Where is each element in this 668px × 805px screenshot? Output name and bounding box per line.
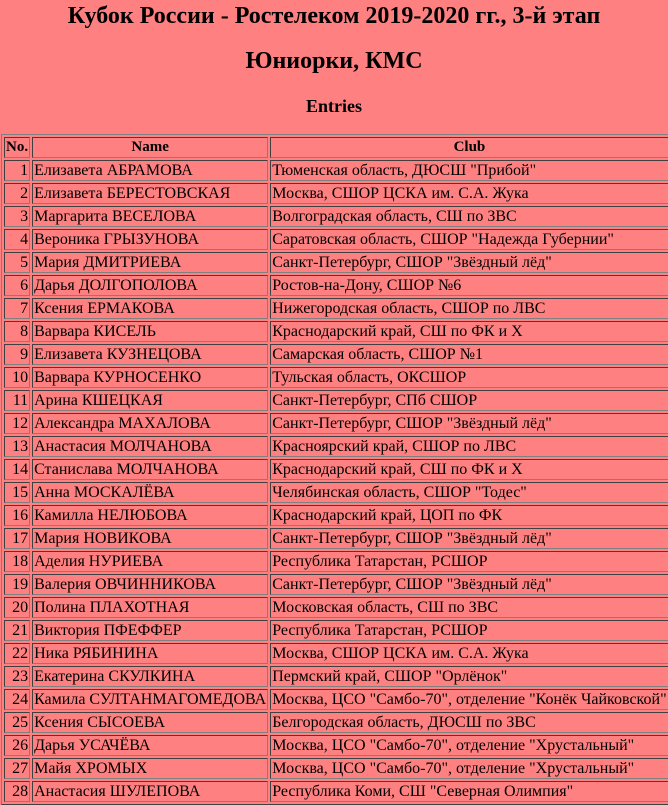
table-row xyxy=(4,551,668,572)
athlete-club: Ростов-на-Дону, СШОР №6 xyxy=(270,275,668,296)
athlete-club: Саратовская область, СШОР "Надежда Губернии" xyxy=(270,229,668,250)
athlete-name: Ника РЯБИНИНА xyxy=(32,643,268,664)
athlete-name: Валерия ОВЧИННИКОВА xyxy=(32,574,268,595)
entry-number: 13 xyxy=(4,436,30,457)
athlete-name: Екатерина СКУЛКИНА xyxy=(32,666,268,687)
athlete-name: Арина КШЕЦКАЯ xyxy=(32,390,268,411)
event-title: Кубок России - Ростелеком 2019-2020 гг., 3-й этап xyxy=(67,3,601,29)
athlete-club: Самарская область, СШОР №1 xyxy=(270,344,668,365)
table-row xyxy=(4,459,668,480)
athlete-club: Республика Татарстан, РСШОР xyxy=(270,620,668,641)
athlete-club: Санкт-Петербург, СШОР "Звёздный лёд" xyxy=(270,252,668,273)
athlete-club: Санкт-Петербург, СШОР "Звёздный лёд" xyxy=(270,574,668,595)
column-header-club: Club xyxy=(270,137,668,158)
entry-number: 11 xyxy=(4,390,30,411)
athlete-name: Дарья ДОЛГОПОЛОВА xyxy=(32,275,268,296)
table-row xyxy=(4,206,668,227)
table-row xyxy=(4,666,668,687)
athlete-club: Санкт-Петербург, СПб СШОР xyxy=(270,390,668,411)
entry-number: 28 xyxy=(4,781,30,802)
athlete-club: Москва, ЦСО "Самбо-70", отделение "Хрустальный" xyxy=(270,758,668,779)
athlete-name: Ксения ЕРМАКОВА xyxy=(32,298,268,319)
table-row xyxy=(4,781,668,802)
entry-number: 25 xyxy=(4,712,30,733)
athlete-club: Белгородская область, ДЮСШ по ЗВС xyxy=(270,712,668,733)
entry-number: 22 xyxy=(4,643,30,664)
table-header-row xyxy=(4,137,668,158)
athlete-club: Республика Коми, СШ "Северная Олимпия" xyxy=(270,781,668,802)
athlete-club: Пермский край, СШОР "Орлёнок" xyxy=(270,666,668,687)
entry-number: 26 xyxy=(4,735,30,756)
athlete-name: Александра МАХАЛОВА xyxy=(32,413,268,434)
table-row xyxy=(4,275,668,296)
athlete-club: Нижегородская область, СШОР по ЛВС xyxy=(270,298,668,319)
athlete-name: Маргарита ВЕСЕЛОВА xyxy=(32,206,268,227)
table-row xyxy=(4,574,668,595)
athlete-name: Камила СУЛТАНМАГОМЕДОВА xyxy=(34,691,267,708)
table-row xyxy=(4,620,668,641)
athlete-club: Москва, ЦСО "Самбо-70", отделение "Конёк Чайковской" xyxy=(272,691,667,708)
table-row xyxy=(4,436,668,457)
entries-body xyxy=(4,160,668,802)
entry-number: 20 xyxy=(4,597,30,618)
table-row xyxy=(4,367,668,388)
section-title: Entries xyxy=(306,96,362,116)
entry-number: 8 xyxy=(4,321,30,342)
column-header-name: Name xyxy=(32,137,268,158)
athlete-club: Московская область, СШ по ЗВС xyxy=(270,597,668,618)
table-row xyxy=(4,712,668,733)
table-row xyxy=(4,505,668,526)
athlete-name: Елизавета КУЗНЕЦОВА xyxy=(32,344,268,365)
athlete-club: Красноярский край, СШОР по ЛВС xyxy=(270,436,668,457)
athlete-name: Мария НОВИКОВА xyxy=(32,528,268,549)
table-row xyxy=(4,528,668,549)
table-row xyxy=(4,321,668,342)
athlete-name: Дарья УСАЧЁВА xyxy=(32,735,268,756)
athlete-name: Полина ПЛАХОТНАЯ xyxy=(32,597,268,618)
athlete-name: Камилла НЕЛЮБОВА xyxy=(32,505,268,526)
column-header-no: No. xyxy=(4,137,30,158)
athlete-club: Москва, СШОР ЦСКА им. С.А. Жука xyxy=(270,183,668,204)
entry-number: 2 xyxy=(4,183,30,204)
athlete-name: Варвара КУРНОСЕНКО xyxy=(32,367,268,388)
entry-number: 27 xyxy=(4,758,30,779)
athlete-name: Виктория ПФЕФФЕР xyxy=(32,620,268,641)
entry-number: 6 xyxy=(4,275,30,296)
athlete-club: Краснодарский край, СШ по ФК и Х xyxy=(270,321,668,342)
entry-number: 23 xyxy=(4,666,30,687)
athlete-club: Челябинская область, СШОР "Тодес" xyxy=(270,482,668,503)
athlete-name: Майя ХРОМЫХ xyxy=(32,758,268,779)
athlete-name: Станислава МОЛЧАНОВА xyxy=(32,459,268,480)
athlete-club: Санкт-Петербург, СШОР "Звёздный лёд" xyxy=(270,413,668,434)
athlete-club: Тульская область, ОКСШОР xyxy=(270,367,668,388)
athlete-club: Волгоградская область, СШ по ЗВС xyxy=(270,206,668,227)
entry-number: 12 xyxy=(4,413,30,434)
athlete-name: Мария ДМИТРИЕВА xyxy=(32,252,268,273)
entry-number: 9 xyxy=(4,344,30,365)
table-row xyxy=(4,344,668,365)
athlete-name: Анастасия МОЛЧАНОВА xyxy=(32,436,268,457)
entry-number: 16 xyxy=(4,505,30,526)
entry-number: 18 xyxy=(4,551,30,572)
athlete-name: Елизавета БЕРЕСТОВСКАЯ xyxy=(32,183,268,204)
table-row xyxy=(4,229,668,250)
table-row xyxy=(4,160,668,181)
entry-number: 5 xyxy=(4,252,30,273)
athlete-name: Ксения СЫСОЕВА xyxy=(32,712,268,733)
table-row xyxy=(4,252,668,273)
athlete-name: Вероника ГРЫЗУНОВА xyxy=(32,229,268,250)
table-row xyxy=(4,643,668,664)
entry-number: 3 xyxy=(4,206,30,227)
athlete-name: Елизавета АБРАМОВА xyxy=(32,160,268,181)
entries-table xyxy=(1,134,668,805)
entry-number: 17 xyxy=(4,528,30,549)
table-row xyxy=(4,689,668,710)
table-row xyxy=(4,390,668,411)
category-title: Юниорки, КМС xyxy=(245,48,423,74)
entry-number: 15 xyxy=(4,482,30,503)
athlete-club: Москва, ЦСО "Самбо-70", отделение "Хрустальный" xyxy=(270,735,668,756)
entry-number: 21 xyxy=(4,620,30,641)
athlete-club: Тюменская область, ДЮСШ "Прибой" xyxy=(270,160,668,181)
athlete-club: Краснодарский край, СШ по ФК и Х xyxy=(270,459,668,480)
table-row xyxy=(4,758,668,779)
entry-number: 10 xyxy=(4,367,30,388)
table-row xyxy=(4,183,668,204)
entry-number: 4 xyxy=(4,229,30,250)
table-row xyxy=(4,597,668,618)
athlete-club: Москва, СШОР ЦСКА им. С.А. Жука xyxy=(270,643,668,664)
table-row xyxy=(4,298,668,319)
entry-number: 19 xyxy=(4,574,30,595)
athlete-club: Санкт-Петербург, СШОР "Звёздный лёд" xyxy=(270,528,668,549)
athlete-name: Варвара КИСЕЛЬ xyxy=(32,321,268,342)
entry-number: 24 xyxy=(4,689,30,710)
athlete-club: Краснодарский край, ЦОП по ФК xyxy=(270,505,668,526)
table-row xyxy=(4,482,668,503)
table-row xyxy=(4,413,668,434)
athlete-club: Республика Татарстан, РСШОР xyxy=(270,551,668,572)
athlete-name: Аделия НУРИЕВА xyxy=(32,551,268,572)
table-row xyxy=(4,735,668,756)
entry-number: 7 xyxy=(4,298,30,319)
entry-number: 14 xyxy=(4,459,30,480)
entry-number: 1 xyxy=(4,160,30,181)
athlete-name: Анна МОСКАЛЁВА xyxy=(32,482,268,503)
athlete-name: Анастасия ШУЛЕПОВА xyxy=(32,781,268,802)
